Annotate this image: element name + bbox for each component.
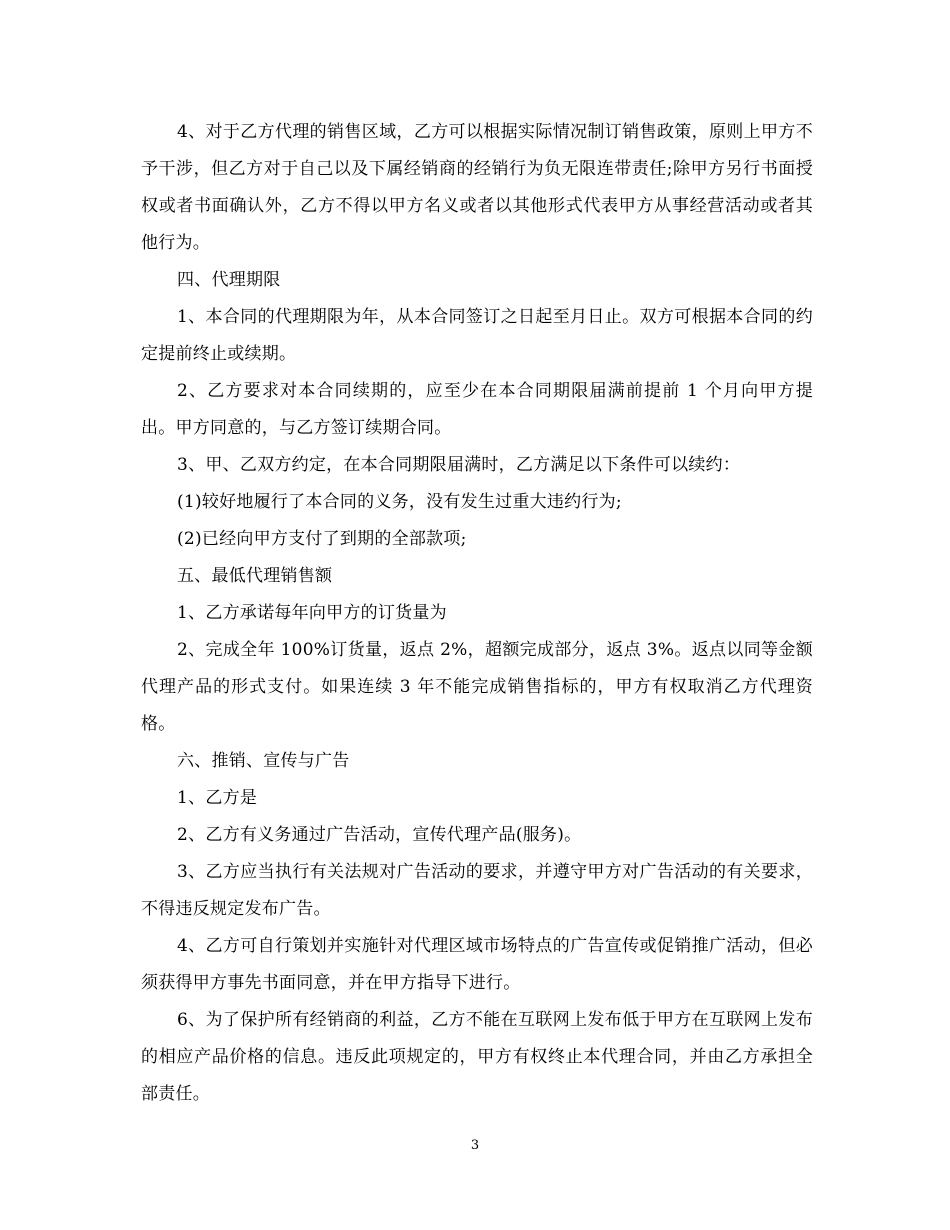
clause-4-sales-region: 4、对于乙方代理的销售区域，乙方可以根据实际情况制订销售政策，原则上甲方不予干涉，但乙方对于自己以及下属经销商的经销行为负无限连带责任;除甲方另行书面授权或者书面确认外，乙方不得以甲方名义或者以其他形式代表甲方从事经营活动或者其他行为。 [141, 122, 813, 253]
clause-promotion-4: 4、乙方可自行策划并实施针对代理区域市场特点的广告宣传或促销推广活动，但必须获得甲方事先书面同意，并在甲方指导下进行。 [141, 936, 813, 993]
clause-minimum-sales-2: 2、完成全年 100%订货量，返点 2%，超额完成部分，返点 3%。返点以同等金额代理产品的形式支付。如果连续 3 年不能完成销售指标的，甲方有权取消乙方代理资格。 [141, 640, 813, 734]
section-heading-promotion: 六、推销、宣传与广告 [177, 751, 350, 771]
clause-promotion-2: 2、乙方有义务通过广告活动，宣传代理产品(服务)。 [177, 825, 582, 845]
clause-promotion-1: 1、乙方是 [177, 788, 258, 808]
clause-agency-term-1: 1、本合同的代理期限为年，从本合同签订之日起至月日止。双方可根据本合同的约定提前终止或续期。 [141, 307, 813, 364]
clause-promotion-6: 6、为了保护所有经销商的利益，乙方不能在互联网上发布低于甲方在互联网上发布的相应产品价格的信息。违反此项规定的，甲方有权终止本代理合同，并由乙方承担全部责任。 [141, 1010, 813, 1104]
section-heading-minimum-sales: 五、最低代理销售额 [177, 566, 333, 586]
clause-minimum-sales-1: 1、乙方承诺每年向甲方的订货量为 [177, 603, 447, 623]
page-number: 3 [470, 1138, 480, 1153]
clause-promotion-3: 3、乙方应当执行有关法规对广告活动的要求，并遵守甲方对广告活动的有关要求，不得违反规定发布广告。 [141, 862, 813, 919]
renewal-condition-1: (1)较好地履行了本合同的义务，没有发生过重大违约行为; [177, 492, 622, 512]
clause-agency-term-3: 3、甲、乙双方约定，在本合同期限届满时，乙方满足以下条件可以续约： [177, 455, 741, 475]
renewal-condition-2: (2)已经向甲方支付了到期的全部款项; [177, 529, 467, 549]
document-body [141, 114, 813, 1113]
clause-agency-term-2: 2、乙方要求对本合同续期的，应至少在本合同期限届满前提前 1 个月向甲方提出。甲方同意的，与乙方签订续期合同。 [141, 381, 813, 438]
section-heading-agency-term: 四、代理期限 [177, 270, 281, 290]
